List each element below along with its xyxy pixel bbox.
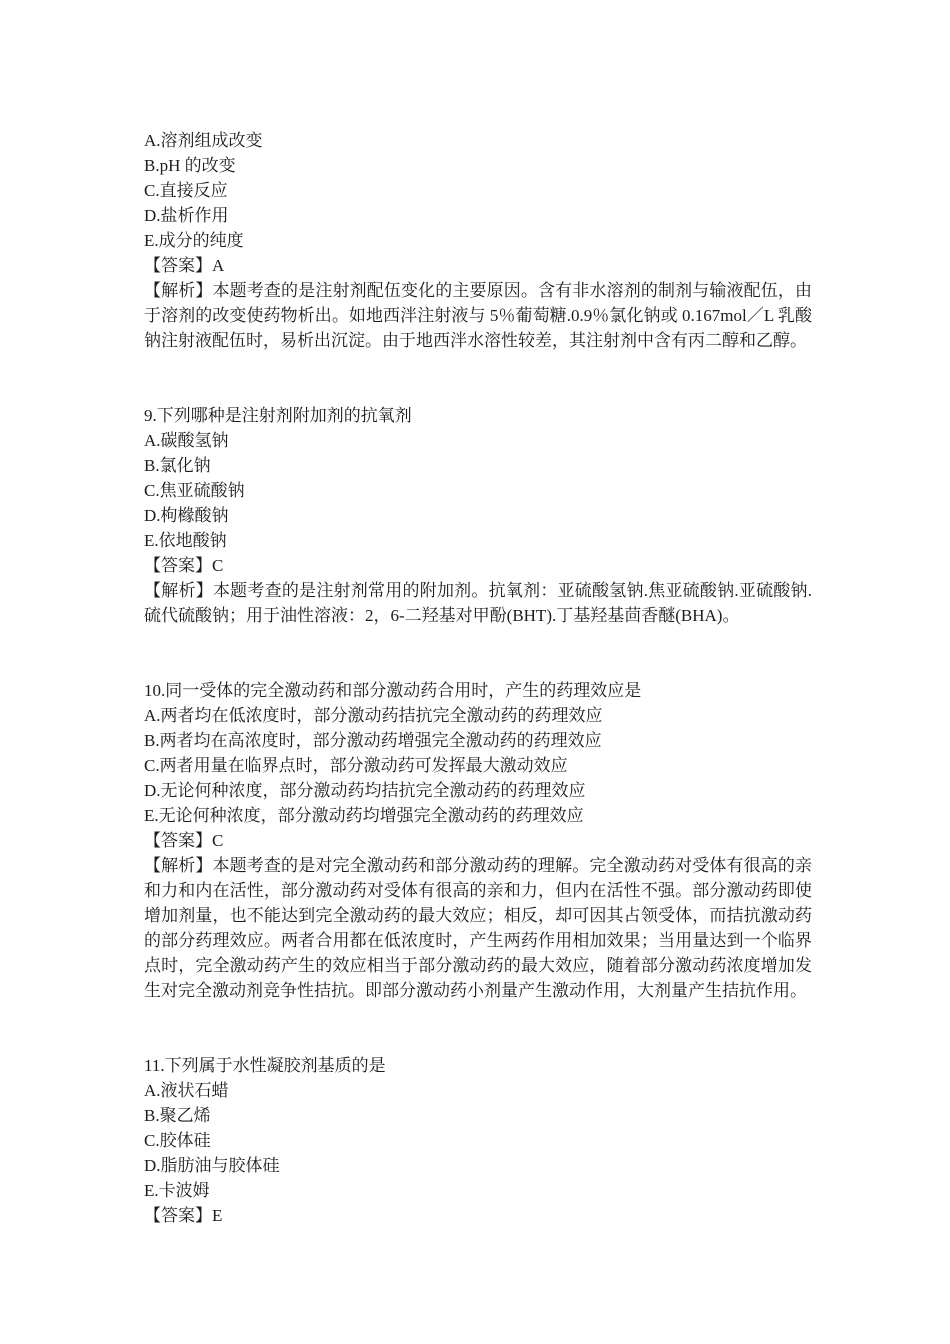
analysis-paragraph (144, 278, 812, 353)
option-b: B.pH 的改变 (144, 156, 236, 175)
answer-label: 【答案】 (144, 256, 212, 275)
analysis-text: 本题考查的是注射剂配伍变化的主要原因。含有非水溶剂的制剂与输液配伍，由于溶剂的改变使药物析出。如地西泮注射液与 5％葡萄糖.0.9％氯化钠或 0.167mol／L 乳酸钠注射液配伍时，易析出沉淀。由于地西泮水溶性较差，其注射剂中含有丙二醇和乙醇。 (144, 281, 813, 350)
answer-label: 【答案】 (144, 1206, 212, 1225)
option-d: D.枸橼酸钠 (144, 506, 229, 525)
analysis-text: 本题考查的是注射剂常用的附加剂。抗氧剂：亚硫酸氢钠.焦亚硫酸钠.亚硫酸钠.硫代硫酸钠；用于油性溶液：2，6-二羟基对甲酚(BHT).丁基羟基茴香醚(BHA)。 (144, 581, 813, 625)
option-c: C.两者用量在临界点时，部分激动药可发挥最大激动效应 (144, 756, 568, 775)
option-a: A.液状石蜡 (144, 1081, 229, 1100)
option-c: C.焦亚硫酸钠 (144, 481, 245, 500)
analysis-paragraph (144, 853, 812, 1003)
answer-value: E (212, 1206, 223, 1225)
answer-label: 【答案】 (144, 556, 212, 575)
option-e: E.依地酸钠 (144, 531, 227, 550)
option-b: B.氯化钠 (144, 456, 211, 475)
option-a: A.两者均在低浓度时，部分激动药拮抗完全激动药的药理效应 (144, 706, 603, 725)
option-c: C.胶体硅 (144, 1131, 211, 1150)
answer-line (144, 553, 812, 578)
option-b: B.聚乙烯 (144, 1106, 211, 1125)
answer-line (144, 828, 812, 853)
analysis-label: 【解析】 (144, 856, 213, 875)
question-8-block (144, 128, 812, 353)
question-stem: 10.同一受体的完全激动药和部分激动药合用时，产生的药理效应是 (144, 681, 642, 700)
option-d: D.脂肪油与胶体硅 (144, 1156, 280, 1175)
option-d: D.无论何种浓度，部分激动药均拮抗完全激动药的药理效应 (144, 781, 586, 800)
question-9-block (144, 403, 812, 628)
answer-line (144, 1203, 812, 1228)
answer-label: 【答案】 (144, 831, 212, 850)
answer-line (144, 253, 812, 278)
option-e: E.无论何种浓度，部分激动药均增强完全激动药的药理效应 (144, 806, 584, 825)
answer-value: C (212, 556, 224, 575)
question-stem: 9.下列哪种是注射剂附加剂的抗氧剂 (144, 406, 412, 425)
analysis-text: 本题考查的是对完全激动药和部分激动药的理解。完全激动药对受体有很高的亲和力和内在活性，部分激动药对受体有很高的亲和力，但内在活性不强。部分激动药即使增加剂量，也不能达到完全激动药的最大效应；相反，却可因其占领受体，而拮抗激动药的部分药理效应。两者合用都在低浓度时，产生两药作用相加效果；当用量达到一个临界点时，完全激动药产生的效应相当于部分激动药的最大效应，随着部分激动药浓度增加发生对完全激动剂竞争性拮抗。即部分激动药小剂量产生激动作用，大剂量产生拮抗作用。 (144, 856, 813, 1000)
answer-value: A (212, 256, 225, 275)
question-10-block (144, 678, 812, 1003)
analysis-paragraph (144, 578, 812, 628)
option-b: B.两者均在高浓度时，部分激动药增强完全激动药的药理效应 (144, 731, 602, 750)
analysis-label: 【解析】 (144, 281, 213, 300)
option-a: A.溶剂组成改变 (144, 131, 263, 150)
analysis-label: 【解析】 (144, 581, 213, 600)
option-e: E.卡波姆 (144, 1181, 210, 1200)
option-c: C.直接反应 (144, 181, 228, 200)
question-11-block (144, 1053, 812, 1228)
option-e: E.成分的纯度 (144, 231, 244, 250)
answer-value: C (212, 831, 224, 850)
option-d: D.盐析作用 (144, 206, 229, 225)
question-stem: 11.下列属于水性凝胶剂基质的是 (144, 1056, 386, 1075)
option-a: A.碳酸氢钠 (144, 431, 229, 450)
